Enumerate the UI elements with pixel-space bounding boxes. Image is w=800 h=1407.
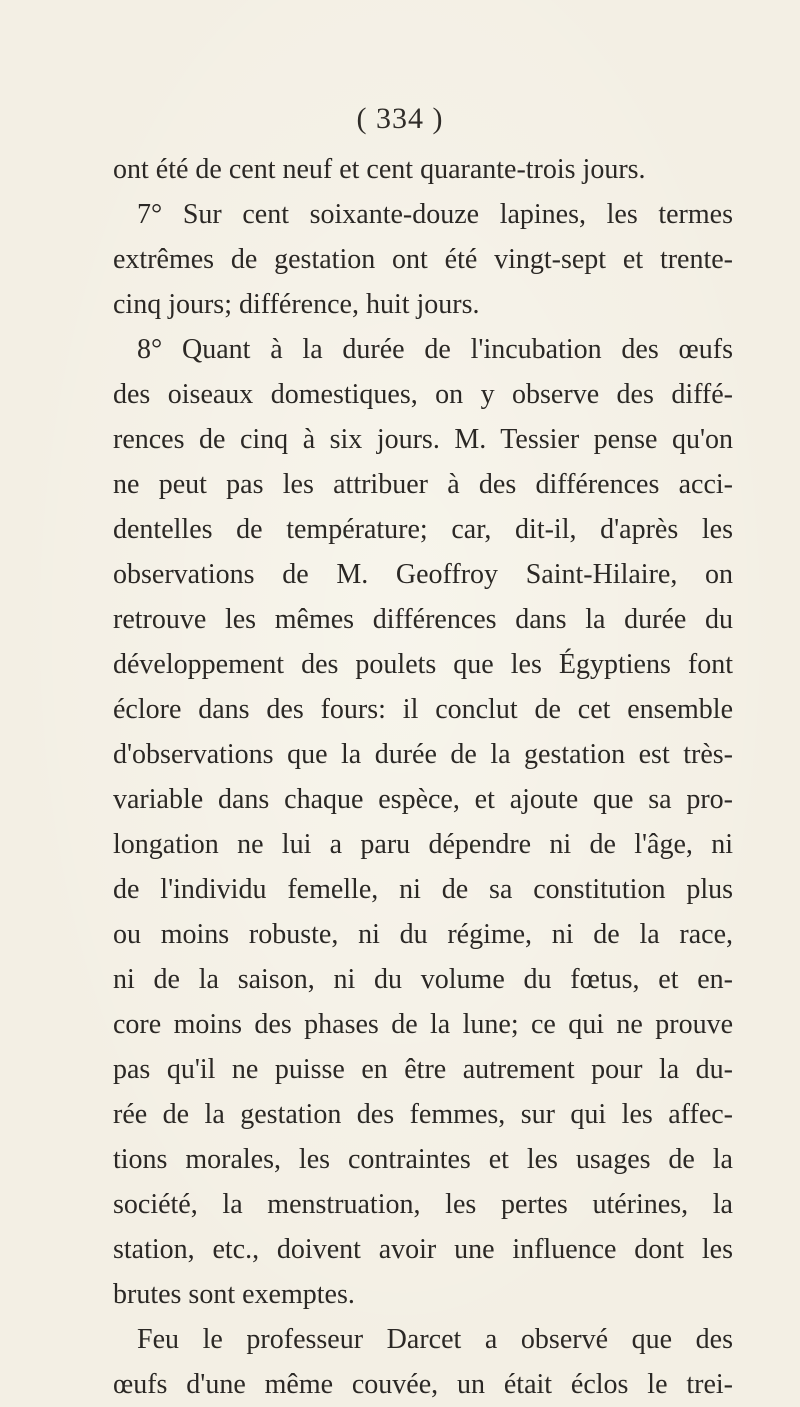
text-line: ou moins robuste, ni du régime, ni de la race, bbox=[113, 919, 733, 950]
text-line: développement des poulets que les Égyptiens font bbox=[113, 649, 733, 680]
text-line: observations de M. Geoffroy Saint-Hilaire, on bbox=[113, 559, 733, 590]
text-line: 8° Quant à la durée de l'incubation des œufs bbox=[137, 334, 733, 365]
text-line: dentelles de température; car, dit-il, d'après les bbox=[113, 514, 733, 545]
text-line: tions morales, les contraintes et les usages de la bbox=[113, 1144, 733, 1175]
text-line: cinq jours; différence, huit jours. bbox=[113, 289, 480, 320]
text-line: longation ne lui a paru dépendre ni de l'âge, ni bbox=[113, 829, 733, 860]
text-line: ne peut pas les attribuer à des différences acci- bbox=[113, 469, 733, 500]
text-line: pas qu'il ne puisse en être autrement pour la du- bbox=[113, 1054, 733, 1085]
text-line: éclore dans des fours: il conclut de cet ensemble bbox=[113, 694, 733, 725]
text-line: d'observations que la durée de la gestation est très- bbox=[113, 739, 733, 770]
text-line: extrêmes de gestation ont été vingt-sept et trente- bbox=[113, 244, 733, 275]
text-line: 7° Sur cent soixante-douze lapines, les termes bbox=[137, 199, 733, 230]
text-line: des oiseaux domestiques, on y observe des diffé- bbox=[113, 379, 733, 410]
text-line: brutes sont exemptes. bbox=[113, 1279, 355, 1310]
text-line: société, la menstruation, les pertes utérines, la bbox=[113, 1189, 733, 1220]
text-line: retrouve les mêmes différences dans la durée du bbox=[113, 604, 733, 635]
body-text bbox=[113, 147, 733, 1407]
page-number: ( 334 ) bbox=[356, 102, 444, 135]
text-line: ni de la saison, ni du volume du fœtus, et en- bbox=[113, 964, 733, 995]
text-line: Feu le professeur Darcet a observé que des bbox=[137, 1324, 733, 1355]
text-line: ont été de cent neuf et cent quarante-trois jours. bbox=[113, 154, 646, 185]
text-line: œufs d'une même couvée, un était éclos le trei- bbox=[113, 1369, 733, 1400]
text-line: de l'individu femelle, ni de sa constitution plus bbox=[113, 874, 733, 905]
text-line: rences de cinq à six jours. M. Tessier pense qu'on bbox=[113, 424, 733, 455]
text-line: rée de la gestation des femmes, sur qui les affec- bbox=[113, 1099, 733, 1130]
text-line: station, etc., doivent avoir une influence dont les bbox=[113, 1234, 733, 1265]
text-line: core moins des phases de la lune; ce qui ne prouve bbox=[113, 1009, 733, 1040]
text-line: variable dans chaque espèce, et ajoute que sa pro- bbox=[113, 784, 733, 815]
